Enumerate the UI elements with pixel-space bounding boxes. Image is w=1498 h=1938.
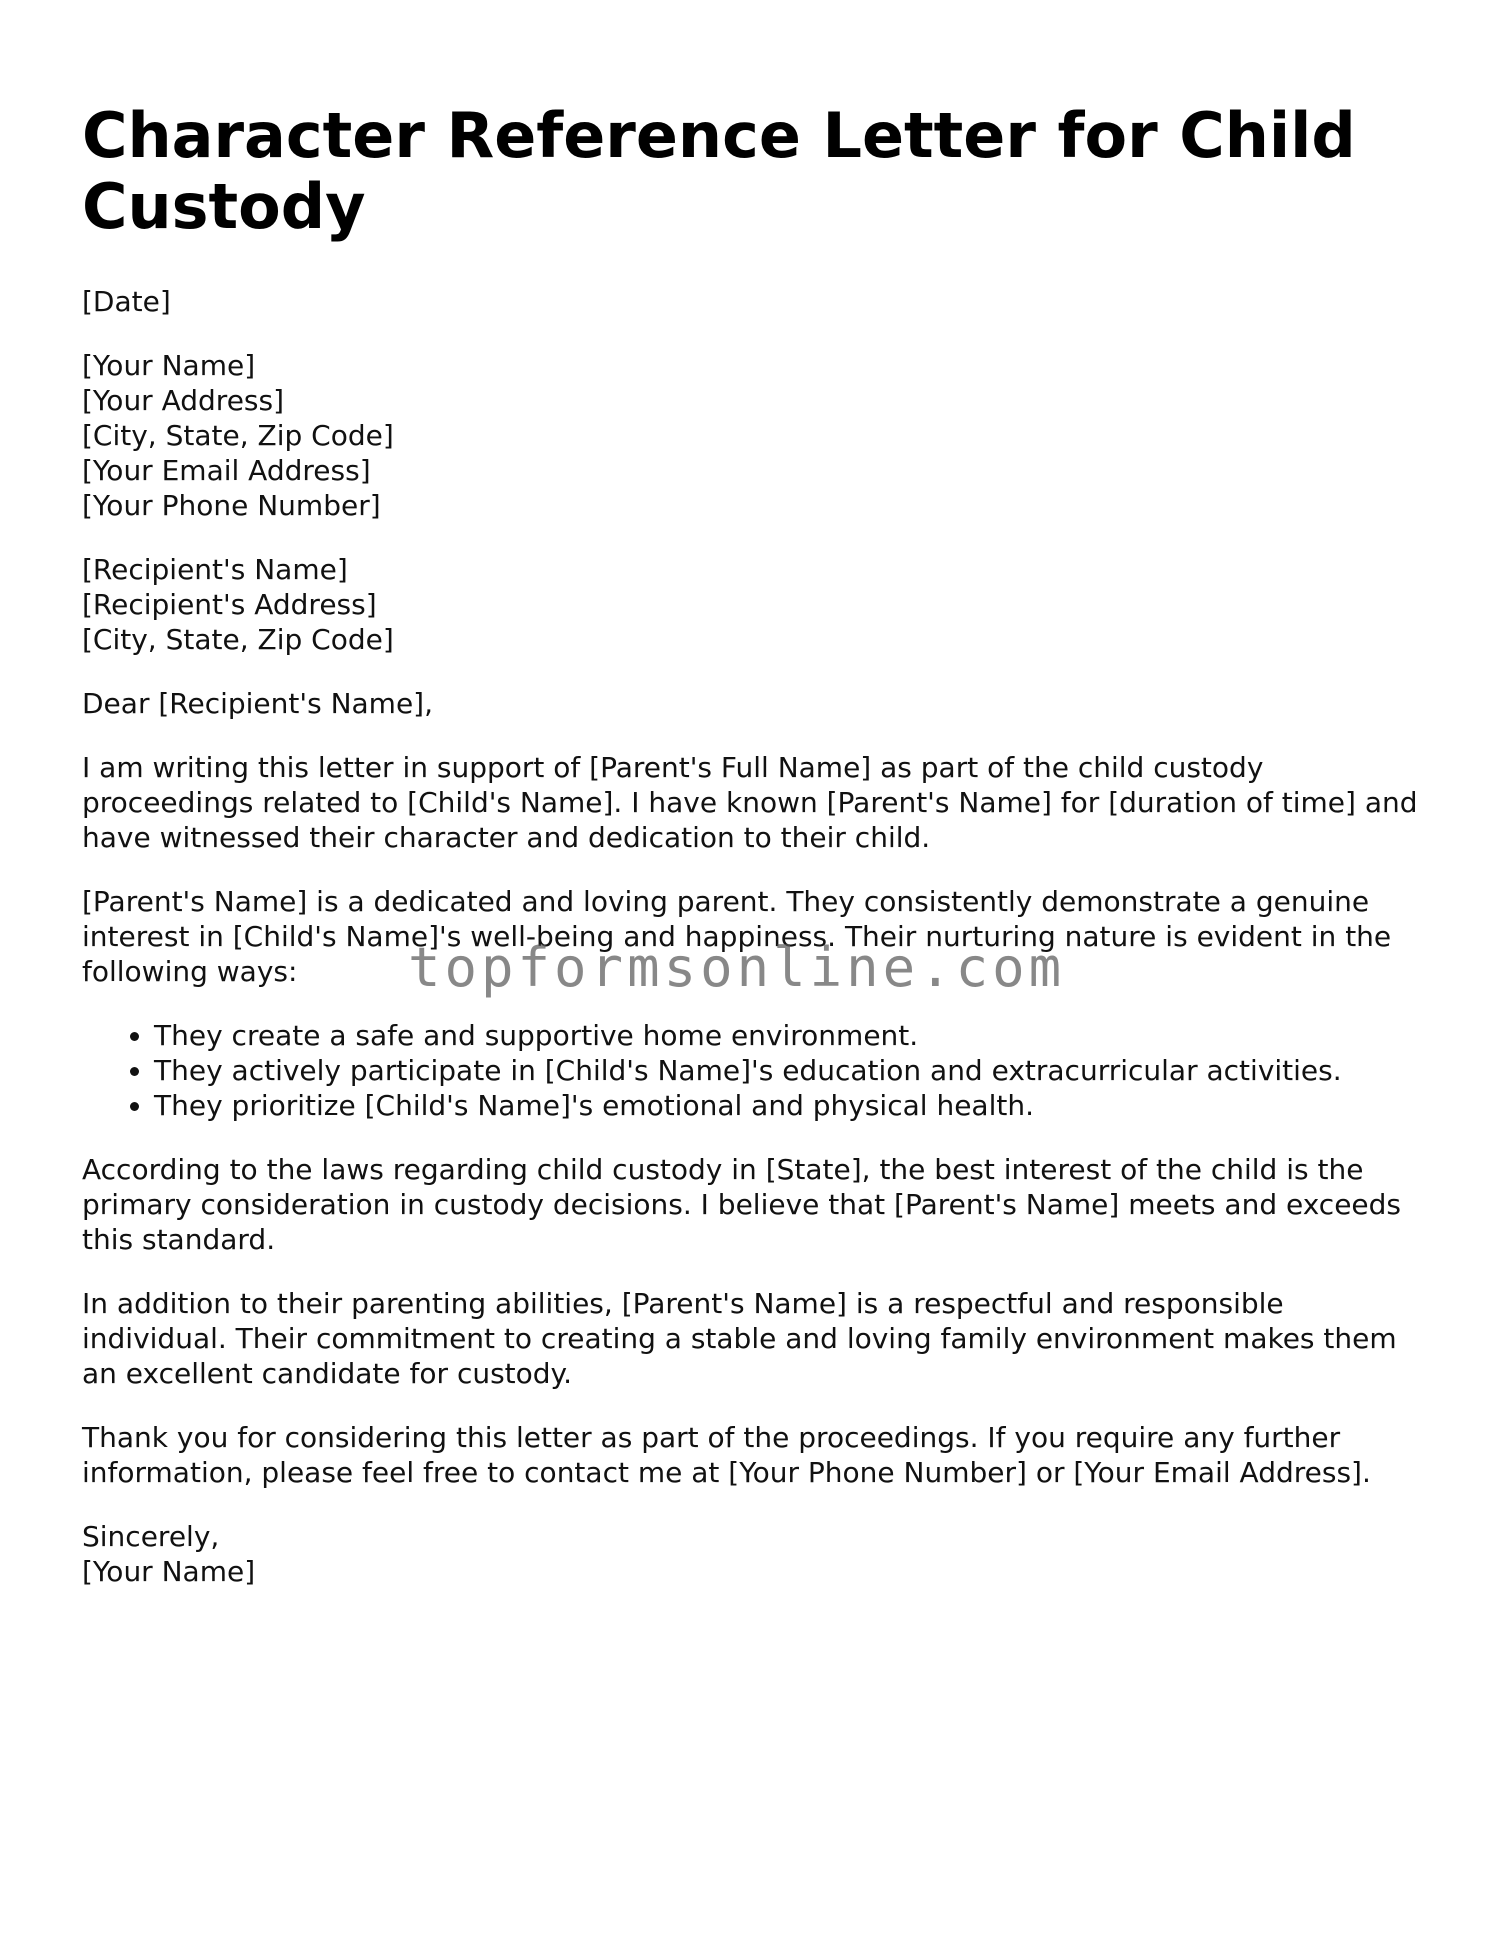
character-paragraph: In addition to their parenting abilities, [Parent's Name] is a respectful and responsible individual. Their commitment to creating a stable and loving family environment makes them an excellent candidate for custody. [82, 1287, 1397, 1390]
salutation: Dear [Recipient's Name], [82, 687, 433, 720]
letter-date: [Date] [82, 285, 171, 318]
qualities-list [82, 1018, 1422, 1123]
list-item: • They actively participate in [Child's Name]'s education and extracurricular activities. [154, 1053, 1422, 1088]
sender-email: [Your Email Address] [82, 454, 371, 487]
sender-block [82, 348, 1422, 523]
sender-city-state-zip: [City, State, Zip Code] [82, 419, 394, 452]
recipient-name: [Recipient's Name] [82, 553, 348, 586]
sender-address: [Your Address] [82, 384, 285, 417]
watermark-text: topformsonline.com [408, 936, 1066, 999]
contact-paragraph: Thank you for considering this letter as part of the proceedings. If you require any further information, please feel free to contact me at [Your Phone Number] or [Your Email Address]. [82, 1421, 1371, 1489]
sender-name: [Your Name] [82, 349, 256, 382]
letter-page [82, 100, 1422, 1618]
signature-block [82, 1519, 1422, 1589]
parenting-paragraph: [Parent's Name] is a dedicated and loving parent. They consistently demonstrate a genuine interest in [Child's Name]'s well-being and happiness. Their nurturing nature is evident in the following ways: [82, 885, 1392, 988]
recipient-city-state-zip: [City, State, Zip Code] [82, 623, 394, 656]
list-item: • They prioritize [Child's Name]'s emotional and physical health. [154, 1088, 1422, 1123]
signature-name: [Your Name] [82, 1555, 256, 1588]
intro-paragraph: I am writing this letter in support of [Parent's Full Name] as part of the child custody proceedings related to [Child's Name]. I have known [Parent's Name] for [duration of time] and have witnessed their character and dedication to their child. [82, 751, 1418, 854]
recipient-address: [Recipient's Address] [82, 588, 377, 621]
recipient-block [82, 552, 1422, 657]
list-item: • They create a safe and supportive home environment. [154, 1018, 1422, 1053]
sender-phone: [Your Phone Number] [82, 489, 381, 522]
legal-standard-paragraph: According to the laws regarding child custody in [State], the best interest of the child is the primary consideration in custody decisions. I believe that [Parent's Name] meets and exceeds this standard. [82, 1153, 1402, 1256]
page-title: Character Reference Letter for Child Custody [82, 99, 1356, 243]
signoff: Sincerely, [82, 1520, 220, 1553]
